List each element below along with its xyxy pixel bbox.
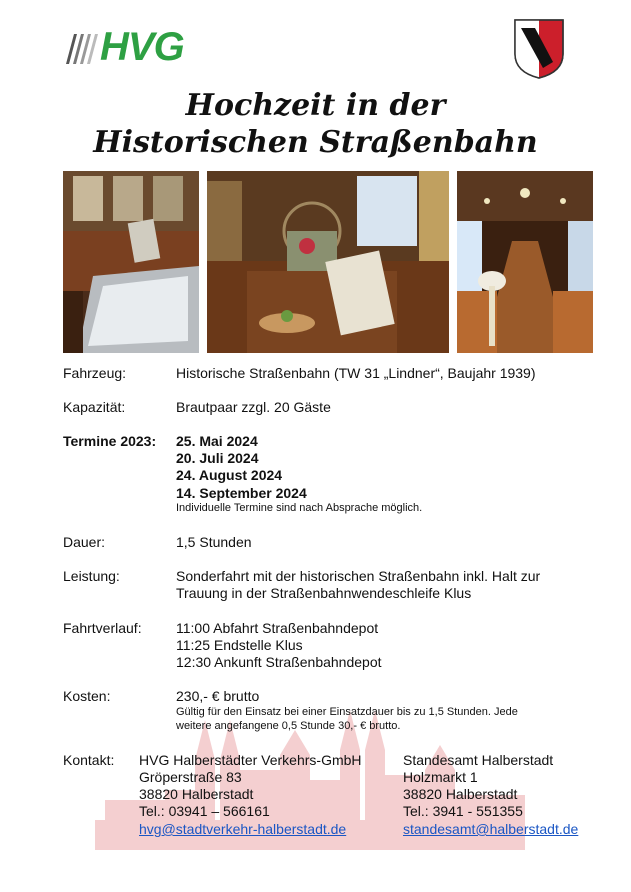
hvg-phone: Tel.: 03941 – 566161 <box>139 803 270 819</box>
date-4: 14. September 2024 <box>176 485 307 501</box>
label-leistung: Leistung: <box>63 568 120 584</box>
title-line-1: Hochzeit in der <box>185 88 446 123</box>
label-fahrzeug: Fahrzeug: <box>63 365 127 381</box>
label-kapazitaet: Kapazität: <box>63 399 126 415</box>
kosten-note-1: Gültig für den Einsatz bei einer Einsatzdauer bis zu 1,5 Stunden. Jede <box>176 706 518 718</box>
logo-text: HVG <box>100 25 184 69</box>
photo-tram-aisle-bow <box>457 171 593 353</box>
value-kosten: 230,- € brutto <box>176 688 260 704</box>
fahrtverlauf-line-2: 11:25 Endstelle Klus <box>176 637 303 653</box>
title-line-2: Historischen Straßenbahn <box>93 125 538 160</box>
leistung-line-2: Trauung in der Straßenbahnwendeschleife Klus <box>176 585 472 601</box>
coat-of-arms-icon <box>513 18 565 80</box>
value-fahrzeug: Historische Straßenbahn (TW 31 „Lindner“, Baujahr 1939) <box>176 365 536 381</box>
date-1: 25. Mai 2024 <box>176 433 258 449</box>
label-dauer: Dauer: <box>63 534 106 550</box>
halberstadt-crest <box>513 18 565 80</box>
value-kapazitaet: Brautpaar zzgl. 20 Gäste <box>176 399 331 415</box>
value-dauer: 1,5 Stunden <box>176 534 252 550</box>
kosten-note-2: weitere angefangene 0,5 Stunde 30,- € brutto. <box>176 720 401 732</box>
fahrtverlauf-line-1: 11:00 Abfahrt Straßenbahndepot <box>176 620 379 636</box>
leistung-line-1: Sonderfahrt mit der historischen Straßenbahn inkl. Halt zur <box>176 568 541 584</box>
date-2: 20. Juli 2024 <box>176 450 259 466</box>
termine-note: Individuelle Termine sind nach Absprache möglich. <box>176 502 423 514</box>
standesamt-phone: Tel.: 3941 - 551355 <box>403 803 523 819</box>
standesamt-email-link[interactable]: standesamt@halberstadt.de <box>403 821 579 837</box>
photo-tram-interior-table <box>63 171 199 353</box>
label-fahrtverlauf: Fahrtverlauf: <box>63 620 142 636</box>
label-kosten: Kosten: <box>63 688 111 704</box>
standesamt-city: 38820 Halberstadt <box>403 786 518 802</box>
label-termine: Termine 2023: <box>63 433 157 449</box>
hvg-city: 38820 Halberstadt <box>139 786 254 802</box>
date-3: 24. August 2024 <box>176 467 283 483</box>
hvg-name: HVG Halberstädter Verkehrs-GmbH <box>139 752 362 768</box>
fahrtverlauf-line-3: 12:30 Ankunft Straßenbahndepot <box>176 654 382 670</box>
hvg-street: Gröperstraße 83 <box>139 769 242 785</box>
standesamt-street: Holzmarkt 1 <box>403 769 478 785</box>
photo-tram-decoration-book <box>207 171 449 353</box>
hvg-logo <box>66 25 201 69</box>
label-kontakt: Kontakt: <box>63 752 115 768</box>
standesamt-name: Standesamt Halberstadt <box>403 752 554 768</box>
hvg-email-link[interactable]: hvg@stadtverkehr-halberstadt.de <box>139 821 347 837</box>
